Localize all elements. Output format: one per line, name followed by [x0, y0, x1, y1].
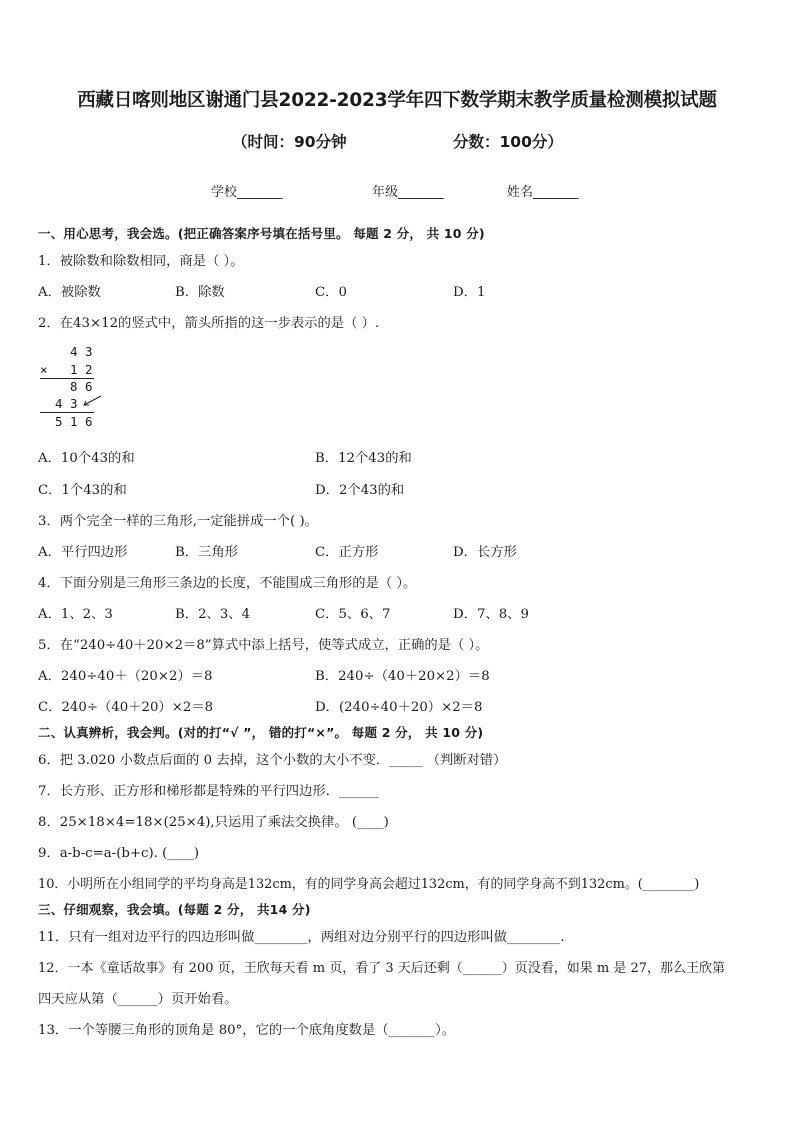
section-1-title: 一、用心思考，我会选。(把正确答案序号填在括号里。 每题 2 分， 共 10 分)	[38, 226, 485, 241]
digit: 5	[55, 414, 63, 429]
digit: 4	[55, 396, 63, 411]
question-1: 1．被除数和除数相同，商是（ ）。	[38, 254, 244, 269]
question-5: 5．在“240÷40＋20×2＝8”算式中添上括号，使等式成立，正确的是（ ）。	[38, 638, 489, 653]
question-8: 8．25×18×4=18×(25×4),只运用了乘法交换律。 (____)	[38, 815, 389, 830]
q2-option-b: B．12个43的和	[315, 451, 412, 466]
q5-option-c: C．240÷（40＋20）×2＝8	[38, 700, 214, 715]
question-12-line-2: 四天应从第（______）页开始看。	[38, 992, 238, 1007]
q1-option-a: A．被除数	[38, 285, 101, 300]
q2-option-c: C．1个43的和	[38, 483, 127, 498]
name-field: 姓名_______	[507, 185, 579, 200]
digit: 6	[85, 414, 93, 429]
question-12-line-1: 12．一本《童话故事》有 200 页，王欣每天看 m 页，看了 3 天后还剩（______）页没看，如果 m 是 27，那么王欣第	[38, 961, 726, 976]
times-sign: ×	[40, 362, 48, 377]
section-3-title: 三、仔细观察，我会填。(每题 2 分， 共14 分)	[38, 902, 311, 917]
section-2-title: 二、认真辨析，我会判。(对的打“√ ”， 错的打“×”。 每题 2 分， 共 10 分)	[38, 725, 484, 740]
digit: 6	[85, 379, 93, 394]
question-6: 6．把 3.020 小数点后面的 0 去掉，这个小数的大小不变．_____ （判断对错）	[38, 753, 507, 768]
q4-option-a: A．1、2、3	[38, 607, 113, 622]
page-title: 西藏日喀则地区谢通门县2022-2023学年四下数学期末教学质量检测模拟试题	[77, 90, 717, 111]
exam-time: （时间：90分钟	[232, 133, 347, 151]
q4-option-c: C．5、6、7	[315, 607, 391, 622]
question-10: 10．小明所在小组同学的平均身高是132cm，有的同学身高会超过132cm，有的同学身高不到132cm。(________)	[38, 877, 700, 892]
question-7: 7．长方形、正方形和梯形都是特殊的平行四边形．______	[38, 784, 379, 799]
q3-option-d: D．长方形	[453, 545, 517, 560]
arrow-icon	[80, 394, 104, 410]
digit: 1	[70, 362, 78, 377]
exam-score: 分数：100分）	[453, 133, 563, 151]
question-2: 2．在43×12的竖式中，箭头所指的这一步表示的是（ ）.	[38, 316, 380, 331]
q2-option-a: A．10个43的和	[38, 451, 135, 466]
q2-option-d: D．2个43的和	[315, 483, 405, 498]
q3-option-b: B．三角形	[175, 545, 238, 560]
digit: 3	[70, 396, 78, 411]
digit: 8	[70, 379, 78, 394]
digit: 1	[70, 414, 78, 429]
digit: 2	[85, 362, 93, 377]
q1-option-b: B．除数	[175, 285, 225, 300]
digit: 4	[70, 344, 78, 359]
q5-option-d: D．(240÷40＋20）×2＝8	[315, 700, 483, 715]
question-9: 9．a-b-c=a-(b+c). (____)	[38, 846, 200, 861]
q1-option-d: D．1	[453, 285, 486, 300]
question-11: 11．只有一组对边平行的四边形叫做________，两组对边分别平行的四边形叫做________.	[38, 930, 565, 945]
grade-field: 年级_______	[372, 185, 444, 200]
q3-option-a: A．平行四边形	[38, 545, 128, 560]
q4-option-b: B．2、3、4	[175, 607, 251, 622]
q5-option-b: B．240÷（40＋20×2）＝8	[315, 669, 490, 684]
question-4: 4．下面分别是三角形三条边的长度，不能围成三角形的是（ ）。	[38, 576, 417, 591]
question-13: 13．一个等腰三角形的顶角是 80°，它的一个底角度数是（_______）。	[38, 1023, 456, 1038]
school-field: 学校_______	[211, 185, 283, 200]
divider-line	[40, 412, 94, 413]
q5-option-a: A．240÷40＋（20×2）＝8	[38, 669, 213, 684]
question-3: 3．两个完全一样的三角形,一定能拼成一个( )。	[38, 514, 318, 529]
q3-option-c: C．正方形	[315, 545, 379, 560]
q1-option-c: C．0	[315, 285, 347, 300]
q4-option-d: D．7、8、9	[453, 607, 529, 622]
digit: 3	[85, 344, 93, 359]
